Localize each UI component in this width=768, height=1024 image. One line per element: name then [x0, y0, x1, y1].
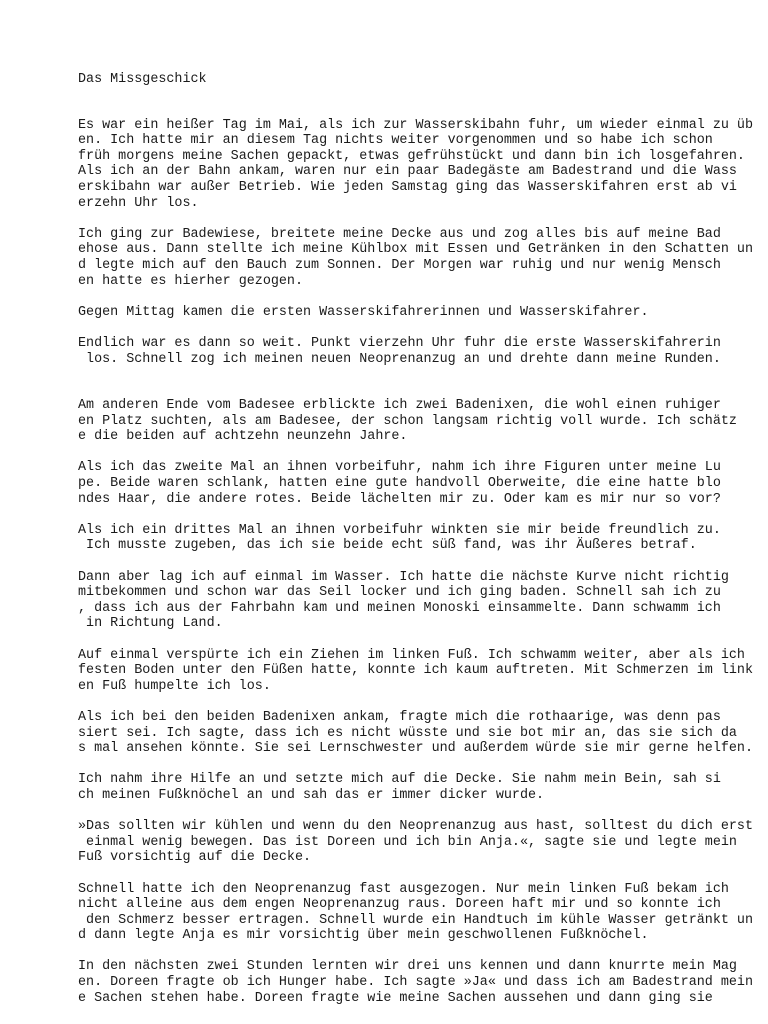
paragraph [78, 336, 758, 367]
text-line: en. Ich hatte mir an diesem Tag nichts weiter vorgenommen und so habe ich schon [78, 133, 713, 149]
text-line: In den nächsten zwei Stunden lernten wir drei uns kennen und dann knurrte mein Mag [78, 959, 737, 975]
text-line: Auf einmal verspürte ich ein Ziehen im linken Fuß. Ich schwamm weiter, aber als ich [78, 647, 745, 663]
paragraph [78, 772, 758, 803]
text-line: Schnell hatte ich den Neoprenanzug fast ausgezogen. Nur mein linken Fuß bekam ich [78, 881, 729, 897]
text-line: festen Boden unter den Füßen hatte, konnte ich kaum auftreten. Mit Schmerzen im link [78, 663, 753, 679]
paragraph [78, 398, 758, 445]
text-line: Es war ein heißer Tag im Mai, als ich zur Wasserskibahn fuhr, um wieder einmal zu üb [78, 117, 753, 133]
text-line: ndes Haar, die andere rotes. Beide lächelten mir zu. Oder kam es mir nur so vor? [78, 491, 721, 507]
text-line: in Richtung Land. [78, 616, 223, 632]
paragraph [78, 819, 758, 866]
text-line: e die beiden auf achtzehn neunzehn Jahre. [78, 429, 408, 445]
paragraph [78, 959, 758, 1006]
paragraph [78, 570, 758, 632]
paragraph [78, 882, 758, 944]
text-line: früh morgens meine Sachen gepackt, etwas gefrühstückt und dann bin ich losgefahren. [78, 148, 745, 164]
text-line: pe. Beide waren schlank, hatten eine gute handvoll Oberweite, die eine hatte blo [78, 476, 721, 492]
text-line: , dass ich aus der Fahrbahn kam und meinen Monoski einsammelte. Dann schwamm ich [78, 600, 721, 616]
text-line: ehose aus. Dann stellte ich meine Kühlbox mit Essen und Getränken in den Schatten un [78, 242, 753, 258]
text-line: Dann aber lag ich auf einmal im Wasser. Ich hatte die nächste Kurve nicht richtig [78, 569, 729, 585]
text-line: Als ich das zweite Mal an ihnen vorbeifuhr, nahm ich ihre Figuren unter meine Lu [78, 460, 721, 476]
text-line: siert sei. Ich sagte, dass ich es nicht wüsste und sie bot mir an, das sie sich da [78, 725, 737, 741]
paragraph [78, 118, 758, 212]
document-title: Das Missgeschick [78, 72, 207, 87]
text-line: en Platz suchten, als am Badesee, der schon langsam richtig voll wurde. Ich schätz [78, 413, 737, 429]
text-line: s mal ansehen könnte. Sie sei Lernschwester und außerdem würde sie mir gerne helfen. [78, 741, 753, 757]
document-page [78, 72, 758, 1022]
text-line: einmal wenig bewegen. Das ist Doreen und ich bin Anja.«, sagte sie und legte mein [78, 834, 737, 850]
text-line: Ich musste zugeben, das ich sie beide echt süß fand, was ihr Äußeres betraf. [78, 538, 697, 554]
text-line: en hatte es hierher gezogen. [78, 273, 303, 289]
text-line: Als ich ein drittes Mal an ihnen vorbeifuhr winkten sie mir beide freundlich zu. [78, 522, 721, 538]
paragraph [78, 460, 758, 507]
text-line: Als ich bei den beiden Badenixen ankam, fragte mich die rothaarige, was denn pas [78, 709, 721, 725]
text-line: ch meinen Fußknöchel an und sah das er immer dicker wurde. [78, 787, 545, 803]
paragraph [78, 227, 758, 289]
paragraph [78, 523, 758, 554]
text-line: en Fuß humpelte ich los. [78, 678, 271, 694]
text-line: Am anderen Ende vom Badesee erblickte ich zwei Badenixen, die wohl einen ruhiger [78, 398, 721, 414]
text-line: Als ich an der Bahn ankam, waren nur ein paar Badegäste am Badestrand und die Wass [78, 164, 737, 180]
text-line: mitbekommen und schon war das Seil locker und ich ging baden. Schnell sah ich zu [78, 585, 721, 601]
text-line: Ich ging zur Badewiese, breitete meine Decke aus und zog alles bis auf meine Bad [78, 226, 721, 242]
text-line: Endlich war es dann so weit. Punkt vierzehn Uhr fuhr die erste Wasserskifahrerin [78, 335, 721, 351]
text-line: »Das sollten wir kühlen und wenn du den Neoprenanzug aus hast, solltest du dich erst [78, 819, 753, 835]
text-line: nicht alleine aus dem engen Neoprenanzug raus. Doreen haft mir und so konnte ich [78, 897, 721, 913]
text-line: Fuß vorsichtig auf die Decke. [78, 850, 312, 866]
text-line: d dann legte Anja es mir vorsichtig über mein geschwollenen Fußknöchel. [78, 928, 649, 944]
text-line: erskibahn war außer Betrieb. Wie jeden Samstag ging das Wasserskifahren erst ab vi [78, 179, 737, 195]
document-body [78, 118, 758, 1007]
paragraph [78, 648, 758, 695]
text-line: erzehn Uhr los. [78, 195, 199, 211]
text-line: d legte mich auf den Bauch zum Sonnen. Der Morgen war ruhig und nur wenig Mensch [78, 257, 721, 273]
paragraph [78, 710, 758, 757]
text-line: Gegen Mittag kamen die ersten Wasserskifahrerinnen und Wasserskifahrer. [78, 304, 649, 320]
text-line: en. Doreen fragte ob ich Hunger habe. Ich sagte »Ja« und dass ich am Badestrand mein [78, 975, 753, 991]
text-line: den Schmerz besser ertragen. Schnell wurde ein Handtuch im kühle Wasser getränkt un [78, 912, 753, 928]
text-line: e Sachen stehen habe. Doreen fragte wie meine Sachen aussehen und dann ging sie [78, 990, 713, 1006]
text-line: Ich nahm ihre Hilfe an und setzte mich auf die Decke. Sie nahm mein Bein, sah si [78, 772, 721, 788]
paragraph [78, 305, 758, 321]
text-line: los. Schnell zog ich meinen neuen Neoprenanzug an und drehte dann meine Runden. [78, 351, 721, 367]
